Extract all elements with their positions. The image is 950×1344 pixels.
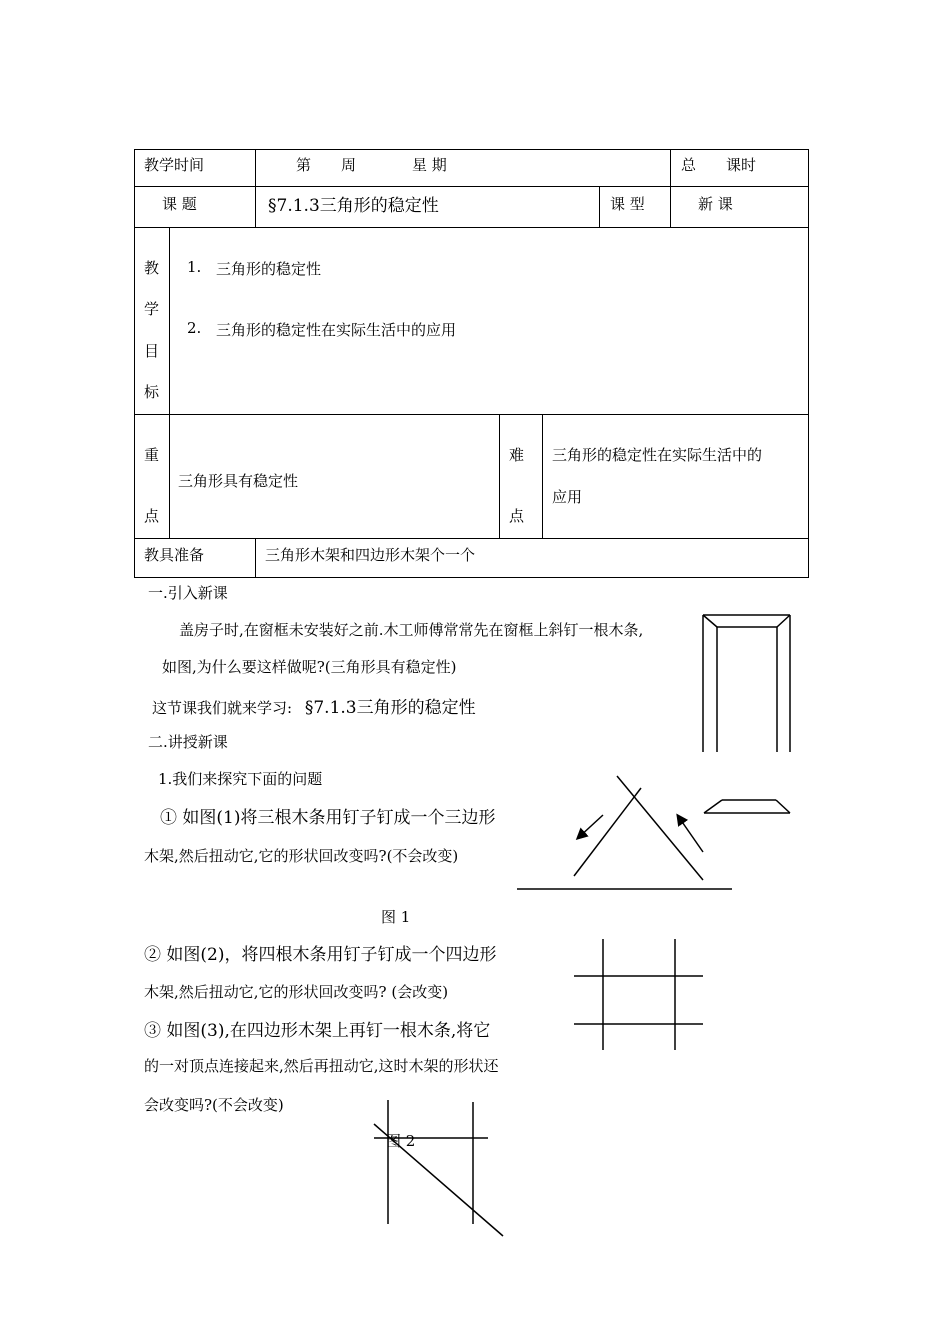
question-line: 的一对顶点连接起来,然后再扭动它,这时木架的形状还 [144, 1057, 499, 1075]
figure-caption: 图 2 [386, 1132, 416, 1150]
tools-value: 三角形木架和四边形木架个一个 [265, 546, 476, 564]
section-title: 一.引入新课 [148, 584, 228, 602]
objectives-label-char: 标 [144, 383, 160, 401]
weekday-label: 星 期 [412, 156, 447, 174]
total-hours-label: 总 课时 [681, 156, 757, 174]
paragraph-text: 这节课我们就来学习: [152, 699, 293, 717]
lesson-type-label: 课 型 [610, 195, 645, 213]
subsection-title: 1.我们来探究下面的问题 [158, 770, 323, 788]
objective-number: 1. [187, 258, 202, 276]
question-line: 木架,然后扭动它,它的形状回改变吗? (会改变) [144, 983, 449, 1001]
topic-reference: §7.1.3三角形的稳定性 [304, 698, 476, 718]
teaching-time-label: 教学时间 [144, 156, 205, 174]
key-point-label-char: 重 [144, 446, 160, 464]
question-line: 木架,然后扭动它,它的形状回改变吗?(不会改变) [144, 847, 459, 865]
objectives-label-char: 目 [144, 342, 160, 360]
objective-number: 2. [187, 319, 202, 337]
topic-value: §7.1.3三角形的稳定性 [268, 196, 439, 216]
key-point-label-char: 点 [144, 507, 160, 525]
difficulty-value: 三角形的稳定性在实际生活中的 [552, 446, 763, 464]
section-title: 二.讲授新课 [148, 733, 228, 751]
paragraph-line: 盖房子时,在窗框未安装好之前.木工师傅常常先在窗框上斜钉一根木条, [179, 621, 644, 639]
question-line: 会改变吗?(不会改变) [144, 1096, 284, 1114]
question-line: ③ 如图(3),在四边形木架上再钉一根木条,将它 [144, 1021, 491, 1041]
paragraph-line: 如图,为什么要这样做呢?(三角形具有稳定性) [162, 658, 457, 676]
topic-label: 课 题 [162, 195, 197, 213]
question-line: ① 如图(1)将三根木条用钉子钉成一个三边形 [160, 808, 496, 828]
objectives-label-char: 学 [144, 300, 160, 318]
lesson-type-value: 新 课 [698, 195, 733, 213]
difficulty-value: 应用 [552, 488, 583, 506]
question-line: ② 如图(2)，将四根木条用钉子钉成一个四边形 [144, 945, 497, 965]
key-point-value: 三角形具有稳定性 [178, 472, 299, 490]
objective-text: 三角形的稳定性在实际生活中的应用 [216, 321, 457, 339]
tools-label: 教具准备 [144, 546, 205, 564]
week-label: 第 周 [296, 156, 357, 174]
difficulty-label-char: 点 [509, 507, 525, 525]
figure-caption: 图 1 [381, 908, 411, 926]
objectives-label-char: 教 [144, 259, 160, 277]
objective-text: 三角形的稳定性 [216, 260, 322, 278]
difficulty-label-char: 难 [509, 446, 525, 464]
